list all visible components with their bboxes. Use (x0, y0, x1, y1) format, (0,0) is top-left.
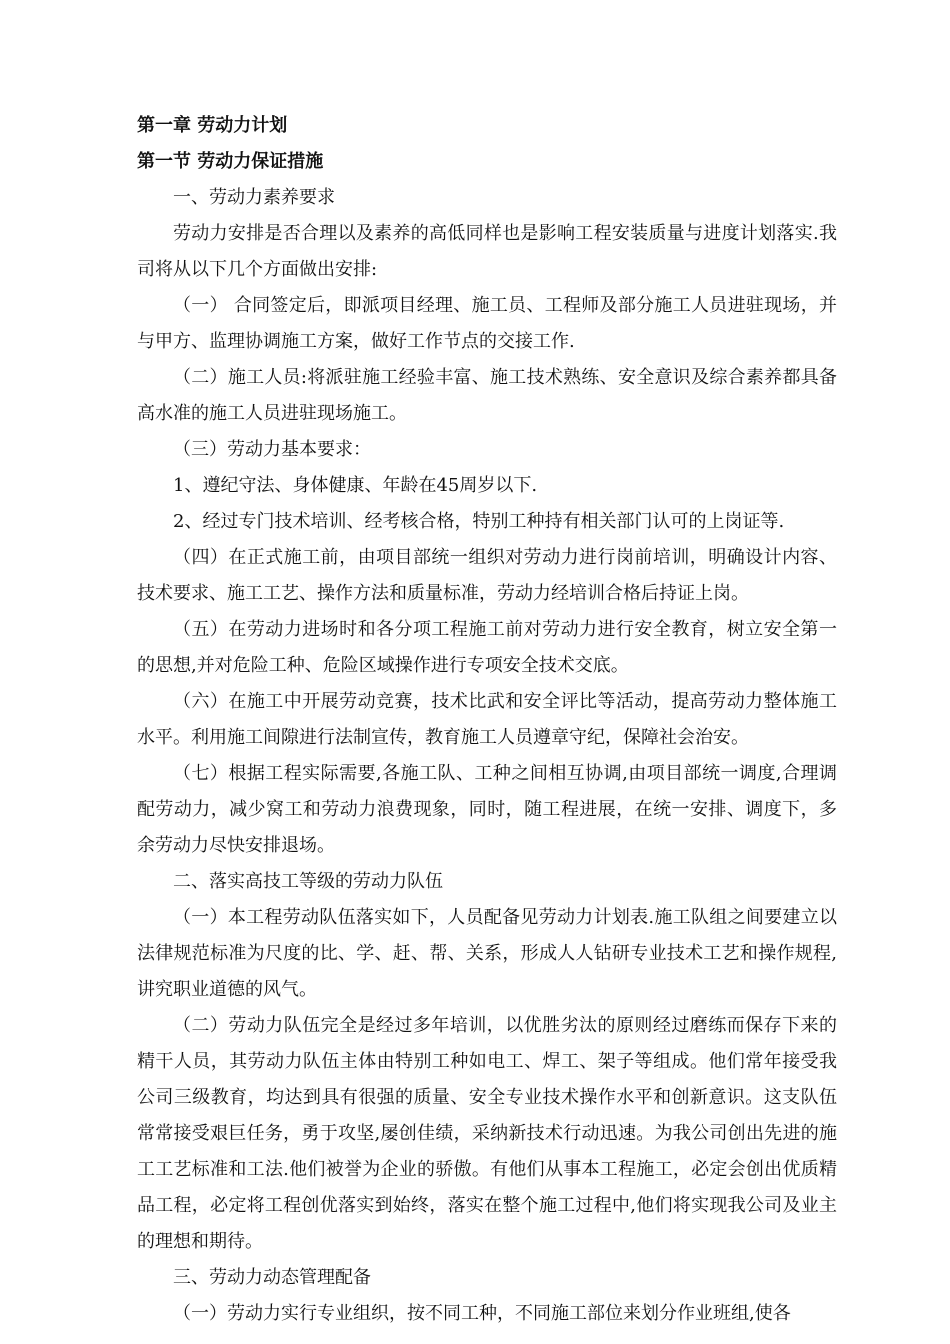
list-item: 2、经过专门技术培训、经考核合格，特别工种持有相关部门认可的上岗证等. (173, 511, 785, 532)
subheading-quality-requirements: 一、劳动力素养要求 (173, 187, 335, 208)
subheading-dynamic-management: 三、劳动力动态管理配备 (173, 1267, 371, 1288)
paragraph: （一） 合同签定后，即派项目经理、施工员、工程师及部分施工人员进驻现场，并与甲方、监理协调施工方案，做好工作节点的交接工作. (137, 295, 837, 352)
paragraph: 劳动力安排是否合理以及素养的高低同样也是影响工程安装质量与进度计划落实.我司将从以下几个方面做出安排: (137, 223, 837, 280)
paragraph: （三）劳动力基本要求： (173, 439, 371, 460)
paragraph: （七）根据工程实际需要,各施工队、工种之间相互协调,由项目部统一调度,合理调配劳动力，减少窝工和劳动力浪费现象，同时，随工程进展，在统一安排、调度下，多余劳动力尽快安排退场。 (137, 763, 837, 856)
paragraph: （一）本工程劳动队伍落实如下，人员配备见劳动力计划表.施工队组之间要建立以法律规范标准为尺度的比、学、赶、帮、关系，形成人人钻研专业技术工艺和操作规程,讲究职业道德的风气。 (137, 907, 837, 1000)
section-title: 第一节 劳动力保证措施 (137, 151, 324, 172)
paragraph: （四）在正式施工前，由项目部统一组织对劳动力进行岗前培训，明确设计内容、技术要求、施工工艺、操作方法和质量标准，劳动力经培训合格后持证上岗。 (137, 547, 837, 604)
paragraph: （二）施工人员:将派驻施工经验丰富、施工技术熟练、安全意识及综合素养都具备高水准的施工人员进驻现场施工。 (137, 367, 837, 424)
paragraph: （二）劳动力队伍完全是经过多年培训，以优胜劣汰的原则经过磨练而保存下来的精干人员，其劳动力队伍主体由特别工种如电工、焊工、架子等组成。他们常年接受我公司三级教育，均达到具有很强的质量、安全专业技术操作水平和创新意识。这支队伍常常接受艰巨任务，勇于攻坚,屡创佳绩，采纳新技术行动迅速。为我公司创出先进的施工工艺标准和工法.他们被誉为企业的骄傲。有他们从事本工程施工，必定会创出优质精品工程，必定将工程创优落实到始终，落实在整个施工过程中,他们将实现我公司及业主的理想和期待。 (137, 1015, 837, 1252)
paragraph: （一）劳动力实行专业组织，按不同工种，不同施工部位来划分作业班组,使各 (173, 1303, 791, 1324)
chapter-title: 第一章 劳动力计划 (137, 115, 288, 136)
paragraph: （五）在劳动力进场时和各分项工程施工前对劳动力进行安全教育，树立安全第一的思想,并对危险工种、危险区域操作进行专项安全技术交底。 (137, 619, 837, 676)
paragraph: （六）在施工中开展劳动竞赛，技术比武和安全评比等活动，提高劳动力整体施工水平。利用施工间隙进行法制宣传，教育施工人员遵章守纪，保障社会治安。 (137, 691, 837, 748)
list-item: 1、遵纪守法、身体健康、年龄在45周岁以下. (173, 475, 538, 496)
subheading-skilled-workforce: 二、落实高技工等级的劳动力队伍 (173, 871, 443, 892)
document-body (137, 108, 837, 1332)
